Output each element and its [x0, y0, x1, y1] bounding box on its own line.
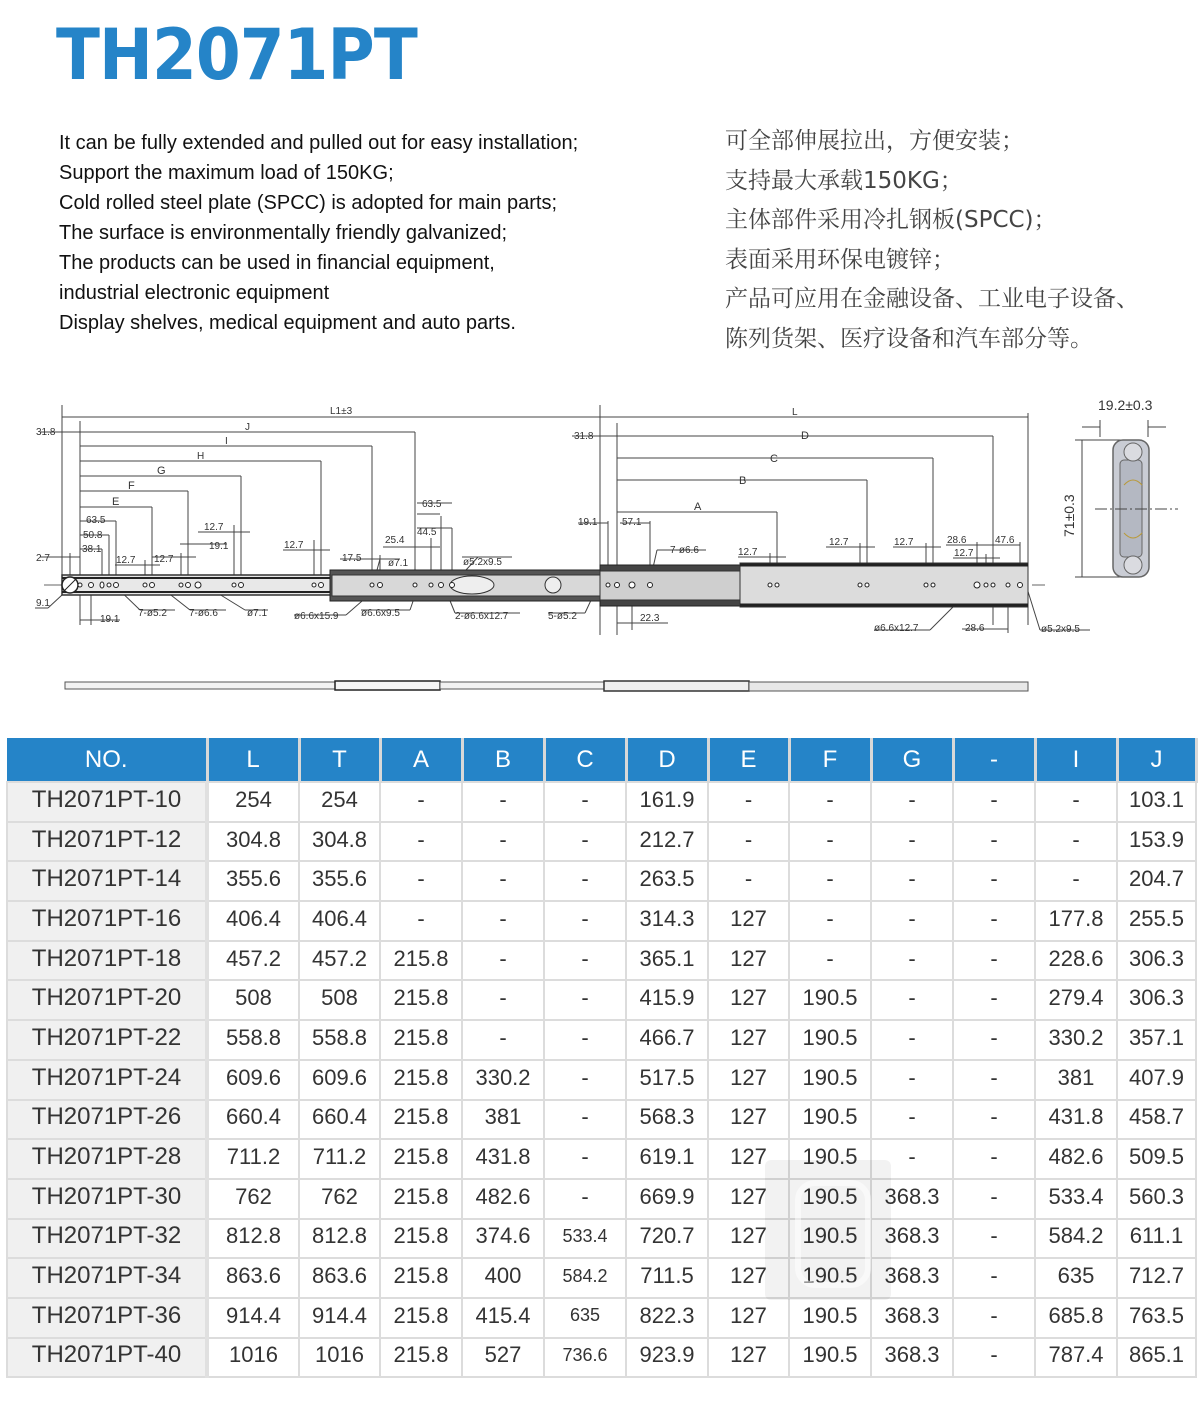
- table-cell: -: [953, 1258, 1035, 1298]
- table-cell: -: [462, 1020, 544, 1060]
- table-row: [7, 980, 1196, 1020]
- table-cell: -: [871, 1100, 953, 1140]
- table-cell: 914.4: [207, 1298, 299, 1338]
- table-cell: -: [544, 1100, 626, 1140]
- table-row: [7, 1219, 1196, 1259]
- description-line: Display shelves, medical equipment and auto parts.: [59, 312, 516, 334]
- table-cell: -: [544, 861, 626, 901]
- dim-label: 19.1: [578, 517, 598, 528]
- table-cell: 365.1: [626, 941, 708, 981]
- table-cell: -: [544, 980, 626, 1020]
- table-cell: 381: [462, 1100, 544, 1140]
- table-cell: 215.8: [380, 1020, 462, 1060]
- table-cell: 812.8: [207, 1219, 299, 1259]
- table-cell: 254: [207, 782, 299, 822]
- dim-label: J: [245, 422, 250, 433]
- description-line: 支持最大承载150KG；: [725, 167, 963, 194]
- hole-label: ø7.1: [247, 608, 268, 619]
- model-number-cell: TH2071PT-34: [7, 1258, 207, 1298]
- dim-label: 63.5: [422, 499, 442, 510]
- column-header: J: [1117, 738, 1196, 782]
- description-line: 主体部件采用冷扎钢板(SPCC)；: [725, 207, 1057, 233]
- table-cell: 368.3: [871, 1219, 953, 1259]
- table-row: [7, 1298, 1196, 1338]
- table-cell: -: [544, 822, 626, 862]
- table-row: [7, 1258, 1196, 1298]
- dim-label: 47.6: [995, 535, 1015, 546]
- table-cell: 103.1: [1117, 782, 1196, 822]
- description-line: 可全部伸展拉出，方便安装；: [725, 128, 1024, 154]
- table-cell: 635: [1035, 1258, 1117, 1298]
- dim-label: 12.7: [154, 554, 174, 565]
- table-cell: 508: [207, 980, 299, 1020]
- table-cell: 190.5: [789, 1219, 871, 1259]
- table-cell: 127: [708, 1258, 789, 1298]
- table-cell: -: [871, 941, 953, 981]
- table-cell: 712.7: [1117, 1258, 1196, 1298]
- table-cell: 669.9: [626, 1179, 708, 1219]
- table-cell: -: [462, 980, 544, 1020]
- dim-label: 31.8: [574, 431, 594, 442]
- table-cell: 212.7: [626, 822, 708, 862]
- table-cell: 177.8: [1035, 901, 1117, 941]
- model-number-cell: TH2071PT-26: [7, 1100, 207, 1140]
- column-header: D: [626, 738, 708, 782]
- table-cell: -: [789, 861, 871, 901]
- table-cell: 306.3: [1117, 980, 1196, 1020]
- table-cell: -: [871, 1020, 953, 1060]
- table-cell: 584.2: [544, 1258, 626, 1298]
- table-cell: -: [544, 782, 626, 822]
- table-cell: 190.5: [789, 1100, 871, 1140]
- table-cell: 406.4: [299, 901, 380, 941]
- table-cell: 279.4: [1035, 980, 1117, 1020]
- description-line: 陈列货架、医疗设备和汽车部分等。: [725, 325, 1093, 352]
- slide-rail-top-view: [65, 681, 1028, 691]
- table-cell: 374.6: [462, 1219, 544, 1259]
- table-cell: 368.3: [871, 1298, 953, 1338]
- table-cell: 127: [708, 1338, 789, 1378]
- table-cell: 619.1: [626, 1139, 708, 1179]
- table-cell: 190.5: [789, 1298, 871, 1338]
- table-cell: -: [953, 1020, 1035, 1060]
- table-cell: -: [953, 901, 1035, 941]
- dim-label: 44.5: [417, 527, 437, 538]
- table-cell: 357.1: [1117, 1020, 1196, 1060]
- table-cell: -: [953, 1338, 1035, 1378]
- table-cell: 762: [207, 1179, 299, 1219]
- table-cell: -: [953, 861, 1035, 901]
- table-cell: 660.4: [207, 1100, 299, 1140]
- table-cell: -: [380, 861, 462, 901]
- table-cell: -: [544, 941, 626, 981]
- table-cell: 204.7: [1117, 861, 1196, 901]
- table-cell: 400: [462, 1258, 544, 1298]
- dim-label: 9.1: [36, 598, 50, 609]
- table-cell: 330.2: [462, 1060, 544, 1100]
- dim-label: 12.7: [738, 547, 758, 558]
- dim-label: 28.6: [965, 623, 985, 634]
- table-cell: -: [953, 1298, 1035, 1338]
- dim-label: I: [225, 436, 228, 447]
- model-number-cell: TH2071PT-24: [7, 1060, 207, 1100]
- dim-label: H: [197, 451, 205, 462]
- dim-label: 38.1: [82, 544, 102, 555]
- table-cell: 215.8: [380, 1060, 462, 1100]
- model-number-cell: TH2071PT-20: [7, 980, 207, 1020]
- dim-label: 12.7: [954, 548, 974, 559]
- table-cell: 763.5: [1117, 1298, 1196, 1338]
- table-cell: -: [953, 1060, 1035, 1100]
- table-cell: -: [462, 941, 544, 981]
- table-cell: -: [462, 782, 544, 822]
- slide-rail-side-view: [62, 563, 1028, 607]
- description-line: The surface is environmentally friendly galvanized;: [59, 222, 507, 244]
- dim-label: 28.6: [947, 535, 967, 546]
- table-cell: 254: [299, 782, 380, 822]
- table-cell: 190.5: [789, 1179, 871, 1219]
- description-line: It can be fully extended and pulled out for easy installation;: [59, 132, 579, 154]
- table-cell: -: [462, 901, 544, 941]
- table-cell: -: [544, 1139, 626, 1179]
- column-header: I: [1035, 738, 1117, 782]
- table-cell: 508: [299, 980, 380, 1020]
- table-cell: 720.7: [626, 1219, 708, 1259]
- table-cell: -: [953, 1179, 1035, 1219]
- table-cell: 215.8: [380, 1258, 462, 1298]
- dim-label: L1±3: [330, 406, 353, 417]
- table-cell: 304.8: [299, 822, 380, 862]
- product-title: TH2071PT: [56, 14, 417, 96]
- table-cell: 127: [708, 1100, 789, 1140]
- table-header-row: [7, 738, 1196, 782]
- table-cell: -: [871, 1139, 953, 1179]
- table-cell: 306.3: [1117, 941, 1196, 981]
- table-cell: 509.5: [1117, 1139, 1196, 1179]
- table-row: [7, 1100, 1196, 1140]
- dim-label: ø7.1: [388, 558, 409, 569]
- table-cell: 355.6: [299, 861, 380, 901]
- dim-label: 22.3: [640, 613, 660, 624]
- table-cell: -: [708, 822, 789, 862]
- model-number-cell: TH2071PT-32: [7, 1219, 207, 1259]
- table-cell: 153.9: [1117, 822, 1196, 862]
- table-cell: 127: [708, 1020, 789, 1060]
- table-cell: 415.9: [626, 980, 708, 1020]
- table-cell: 161.9: [626, 782, 708, 822]
- model-number-cell: TH2071PT-30: [7, 1179, 207, 1219]
- table-cell: 127: [708, 1298, 789, 1338]
- table-cell: 923.9: [626, 1338, 708, 1378]
- model-number-cell: TH2071PT-18: [7, 941, 207, 981]
- dim-label: 12.7: [204, 522, 224, 533]
- table-cell: 190.5: [789, 1338, 871, 1378]
- table-cell: -: [1035, 861, 1117, 901]
- table-cell: 215.8: [380, 980, 462, 1020]
- table-cell: 215.8: [380, 1338, 462, 1378]
- table-cell: 127: [708, 1179, 789, 1219]
- dim-label: B: [739, 475, 747, 487]
- table-cell: 711.5: [626, 1258, 708, 1298]
- table-cell: 255.5: [1117, 901, 1196, 941]
- table-cell: 558.8: [299, 1020, 380, 1060]
- description-line: 表面采用环保电镀锌；: [725, 246, 955, 273]
- table-cell: -: [708, 861, 789, 901]
- dim-label: ø5.2x9.5: [463, 557, 502, 568]
- table-cell: 1016: [207, 1338, 299, 1378]
- dim-label: 19.1: [209, 541, 229, 552]
- table-cell: -: [953, 980, 1035, 1020]
- table-cell: -: [380, 901, 462, 941]
- dim-label: E: [112, 496, 120, 508]
- table-row: [7, 782, 1196, 822]
- table-cell: 685.8: [1035, 1298, 1117, 1338]
- table-cell: 457.2: [207, 941, 299, 981]
- table-cell: 215.8: [380, 1139, 462, 1179]
- table-cell: 127: [708, 1219, 789, 1259]
- table-row: [7, 1020, 1196, 1060]
- dim-label: C: [770, 453, 778, 465]
- table-row: [7, 861, 1196, 901]
- table-cell: -: [544, 1179, 626, 1219]
- table-cell: 431.8: [462, 1139, 544, 1179]
- table-cell: 431.8: [1035, 1100, 1117, 1140]
- hole-label: 7-ø6.6: [189, 608, 218, 619]
- hole-label: ø6.6x15.9: [294, 611, 339, 622]
- model-number-cell: TH2071PT-40: [7, 1338, 207, 1378]
- table-cell: 533.4: [1035, 1179, 1117, 1219]
- table-cell: -: [953, 941, 1035, 981]
- dim-label: D: [801, 430, 809, 442]
- cross-section-view: [1061, 397, 1178, 577]
- table-cell: 517.5: [626, 1060, 708, 1100]
- description-line: The products can be used in financial equipment,: [59, 252, 495, 274]
- table-cell: 822.3: [626, 1298, 708, 1338]
- table-cell: 215.8: [380, 1100, 462, 1140]
- table-cell: 482.6: [1035, 1139, 1117, 1179]
- table-cell: -: [871, 822, 953, 862]
- dim-label: A: [694, 501, 702, 513]
- table-cell: -: [462, 861, 544, 901]
- table-cell: 611.1: [1117, 1219, 1196, 1259]
- table-cell: -: [544, 901, 626, 941]
- table-cell: -: [1035, 822, 1117, 862]
- column-header: A: [380, 738, 462, 782]
- table-cell: 368.3: [871, 1258, 953, 1298]
- table-cell: 127: [708, 1139, 789, 1179]
- table-cell: 228.6: [1035, 941, 1117, 981]
- table-cell: 127: [708, 980, 789, 1020]
- table-cell: 215.8: [380, 1179, 462, 1219]
- table-cell: 127: [708, 941, 789, 981]
- table-cell: 190.5: [789, 1258, 871, 1298]
- table-cell: 355.6: [207, 861, 299, 901]
- table-cell: 914.4: [299, 1298, 380, 1338]
- dim-label: F: [128, 480, 135, 492]
- table-row: [7, 1179, 1196, 1219]
- column-header: F: [789, 738, 871, 782]
- table-cell: -: [789, 941, 871, 981]
- dim-label: 19.1: [100, 614, 120, 625]
- dim-label: 25.4: [385, 535, 405, 546]
- dim-label: 12.7: [284, 540, 304, 551]
- table-cell: 368.3: [871, 1338, 953, 1378]
- table-cell: 190.5: [789, 1139, 871, 1179]
- table-cell: 568.3: [626, 1100, 708, 1140]
- section-width-label: 19.2±0.3: [1098, 397, 1153, 413]
- model-number-cell: TH2071PT-12: [7, 822, 207, 862]
- model-number-cell: TH2071PT-28: [7, 1139, 207, 1179]
- model-number-cell: TH2071PT-22: [7, 1020, 207, 1060]
- hole-label: 5-ø5.2: [548, 611, 577, 622]
- table-cell: -: [871, 980, 953, 1020]
- table-cell: -: [953, 822, 1035, 862]
- table-cell: -: [953, 1100, 1035, 1140]
- table-cell: -: [544, 1020, 626, 1060]
- table-cell: 711.2: [299, 1139, 380, 1179]
- table-cell: 584.2: [1035, 1219, 1117, 1259]
- table-cell: -: [462, 822, 544, 862]
- dim-label: 50.8: [83, 530, 103, 541]
- table-cell: 711.2: [207, 1139, 299, 1179]
- table-cell: 660.4: [299, 1100, 380, 1140]
- table-cell: 863.6: [299, 1258, 380, 1298]
- table-cell: 190.5: [789, 1060, 871, 1100]
- specification-table: [6, 738, 1198, 1378]
- dim-label: 17.5: [342, 553, 362, 564]
- table-cell: -: [789, 822, 871, 862]
- table-cell: 609.6: [207, 1060, 299, 1100]
- table-cell: -: [789, 782, 871, 822]
- table-cell: -: [871, 1060, 953, 1100]
- table-cell: 787.4: [1035, 1338, 1117, 1378]
- table-cell: 812.8: [299, 1219, 380, 1259]
- dim-label: 2.7: [36, 553, 50, 564]
- description-line: industrial electronic equipment: [59, 282, 330, 304]
- table-cell: -: [871, 861, 953, 901]
- model-number-cell: TH2071PT-16: [7, 901, 207, 941]
- description-line: 产品可应用在金融设备、工业电子设备、: [725, 286, 1139, 312]
- dim-label: 12.7: [116, 555, 136, 566]
- table-row: [7, 822, 1196, 862]
- table-cell: 368.3: [871, 1179, 953, 1219]
- table-cell: 865.1: [1117, 1338, 1196, 1378]
- table-cell: 466.7: [626, 1020, 708, 1060]
- dim-label: 31.8: [36, 427, 56, 438]
- column-header: E: [708, 738, 789, 782]
- column-header: B: [462, 738, 544, 782]
- table-cell: -: [871, 901, 953, 941]
- dim-label: 57.1: [622, 517, 642, 528]
- table-cell: -: [953, 1139, 1035, 1179]
- column-header: NO.: [7, 738, 207, 782]
- table-cell: 609.6: [299, 1060, 380, 1100]
- table-row: [7, 1139, 1196, 1179]
- dim-label: L: [792, 407, 798, 418]
- table-cell: 415.4: [462, 1298, 544, 1338]
- table-cell: -: [380, 782, 462, 822]
- description-chinese: [725, 122, 1200, 359]
- hole-label: 2-ø6.6x12.7: [455, 611, 509, 622]
- table-row: [7, 1338, 1196, 1378]
- table-cell: 736.6: [544, 1338, 626, 1378]
- table-cell: -: [544, 1060, 626, 1100]
- table-cell: 304.8: [207, 822, 299, 862]
- column-header: L: [207, 738, 299, 782]
- model-number-cell: TH2071PT-14: [7, 861, 207, 901]
- table-cell: 482.6: [462, 1179, 544, 1219]
- table-cell: 263.5: [626, 861, 708, 901]
- table-cell: 407.9: [1117, 1060, 1196, 1100]
- table-cell: 215.8: [380, 1298, 462, 1338]
- description-english: [59, 128, 719, 338]
- table-cell: 533.4: [544, 1219, 626, 1259]
- table-cell: -: [789, 901, 871, 941]
- dim-label: 12.7: [829, 537, 849, 548]
- table-cell: -: [953, 782, 1035, 822]
- table-cell: 127: [708, 1060, 789, 1100]
- table-cell: -: [953, 1219, 1035, 1259]
- table-cell: 1016: [299, 1338, 380, 1378]
- column-header: -: [953, 738, 1035, 782]
- table-row: [7, 1060, 1196, 1100]
- dim-label: G: [157, 465, 166, 477]
- table-cell: 406.4: [207, 901, 299, 941]
- technical-drawing: [0, 385, 1200, 705]
- table-cell: -: [1035, 782, 1117, 822]
- table-cell: 635: [544, 1298, 626, 1338]
- hole-label: 7-ø5.2: [138, 608, 167, 619]
- table-cell: 560.3: [1117, 1179, 1196, 1219]
- table-cell: 314.3: [626, 901, 708, 941]
- table-cell: 190.5: [789, 1020, 871, 1060]
- table-cell: 215.8: [380, 1219, 462, 1259]
- table-cell: 190.5: [789, 980, 871, 1020]
- section-height-label: 71±0.3: [1061, 494, 1077, 537]
- description-line: Support the maximum load of 150KG;: [59, 162, 394, 184]
- column-header: C: [544, 738, 626, 782]
- model-number-cell: TH2071PT-10: [7, 782, 207, 822]
- dim-label: 63.5: [86, 515, 106, 526]
- table-cell: 558.8: [207, 1020, 299, 1060]
- table-cell: 457.2: [299, 941, 380, 981]
- table-cell: -: [871, 782, 953, 822]
- table-cell: -: [708, 782, 789, 822]
- dim-label: 12.7: [894, 537, 914, 548]
- table-cell: 127: [708, 901, 789, 941]
- hole-label: 7-ø6.6: [670, 545, 699, 556]
- description-line: Cold rolled steel plate (SPCC) is adopted for main parts;: [59, 192, 558, 214]
- table-cell: 381: [1035, 1060, 1117, 1100]
- table-cell: 762: [299, 1179, 380, 1219]
- table-cell: 215.8: [380, 941, 462, 981]
- hole-label: ø6.6x9.5: [361, 608, 400, 619]
- table-row: [7, 901, 1196, 941]
- table-cell: 527: [462, 1338, 544, 1378]
- table-row: [7, 941, 1196, 981]
- hole-label: ø6.6x12.7: [874, 623, 919, 634]
- table-cell: 458.7: [1117, 1100, 1196, 1140]
- model-number-cell: TH2071PT-36: [7, 1298, 207, 1338]
- table-cell: 863.6: [207, 1258, 299, 1298]
- column-header: G: [871, 738, 953, 782]
- table-cell: 330.2: [1035, 1020, 1117, 1060]
- column-header: T: [299, 738, 380, 782]
- table-cell: -: [380, 822, 462, 862]
- hole-label: ø5.2x9.5: [1041, 624, 1080, 635]
- drawing-svg: [0, 385, 1200, 705]
